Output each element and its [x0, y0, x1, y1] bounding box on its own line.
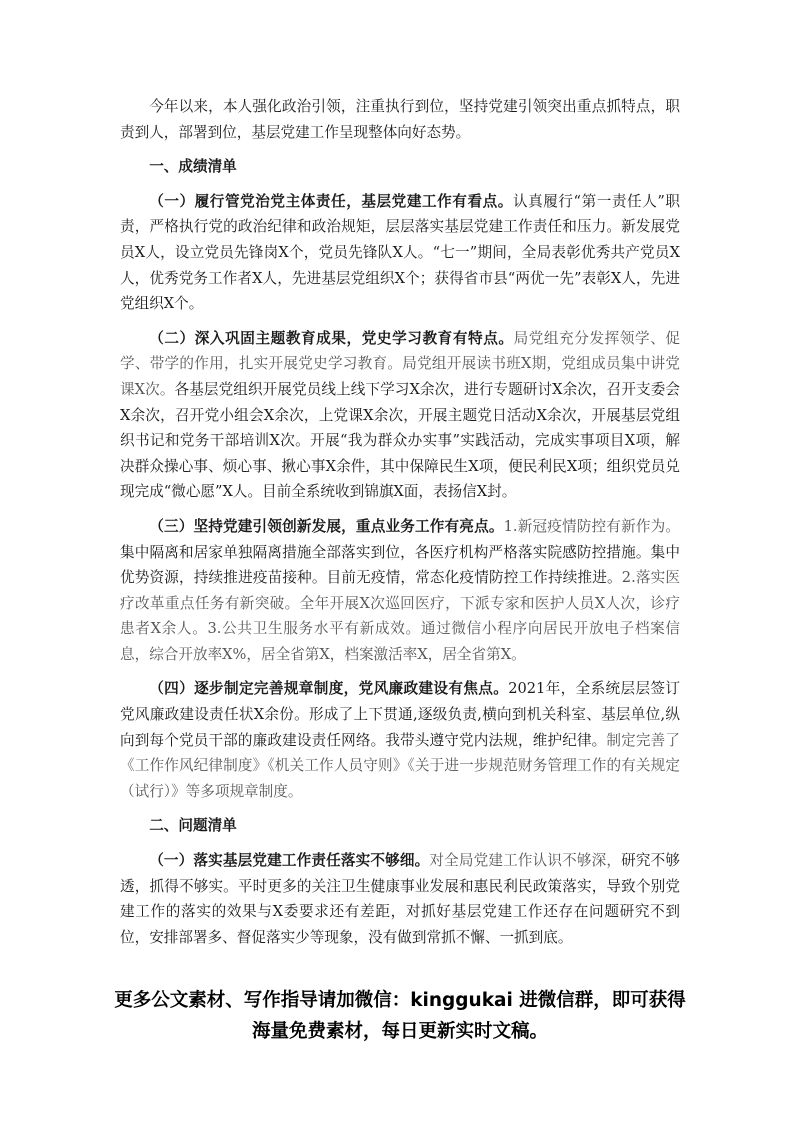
item-3-lead: （三）坚持党建引领创新发展，重点业务工作有亮点。 [149, 517, 504, 535]
section-heading-problems: 二、问题清单 [149, 817, 237, 835]
promo-line-2: 海量免费素材，每日更新实时文稿。 [251, 1021, 548, 1042]
paragraph-item-2 [120, 326, 680, 505]
item-5-body-grey: 对全局党建工作认识不够深， [429, 852, 622, 870]
item-1-body: 认真履行“第一责任人”职责，严格执行党的政治纪律和政治规矩，层层落实基层党建工作责任和压力。新发展党员X人，设立党员先锋岗X个，党员先锋队X人。“七一”期间，全局表彰优秀共产党员X人，优秀党务工作者X人，先进基层党组织X个；获得省市县“两优一先”表彰X人，先进党组织X个。 [120, 192, 680, 313]
item-4-body-grey: 制定完善了《工作作风纪律制度》《机关工作人员守则》《关于进一步规范财务管理工作的有关规定（试行）》等多项规章制度。 [120, 731, 680, 800]
promo-footer [110, 985, 690, 1047]
paragraph-item-3 [120, 514, 680, 668]
paragraph-item-4 [120, 676, 680, 804]
paragraph-item-1 [120, 189, 680, 317]
intro-paragraph: 今年以来，本人强化政治引领，注重执行到位，坚持党建引领突出重点抓特点，职责到人，部署到位，基层党建工作呈现整体向好态势。 [120, 98, 680, 141]
item-3-body-c: 2.落实医疗改革重点任务有新突破。全年开展X次巡回医疗，下派专家和医护人员X人次，诊疗患者X余人。3.公共卫生服务水平有新成效。通过微信小程序向居民开放电子档案信息，综合开放率X%，居全省第X，档案激活率X，居全省第X。 [120, 569, 680, 663]
item-3-body-a: 1.新冠疫情防控有新作为。 [503, 517, 680, 535]
promo-line-1: 更多公文素材、写作指导请加微信：kinggukai 进微信群，即可获得 [114, 990, 686, 1011]
item-5-body: 研究不够透，抓得不够实。平时更多的关注卫生健康事业发展和惠民利民政策落实，导致个别党建工作的落实的效果与X委要求还有差距，对抓好基层党建工作还存在问题研究不到位，安排部署多、督促落实少等现象，没有做到常抓不懈、一抓到底。 [120, 852, 680, 946]
item-5-lead: （一）落实基层党建工作责任落实不够细。 [149, 852, 430, 870]
item-2-body-grey: 局党组充分发挥领学、促学、带学的作用，扎实开展党史学习教育。局党组开展读书班X期，党组成员集中讲党课X次。 [120, 329, 680, 398]
section-heading-achievements: 一、成绩清单 [149, 158, 237, 176]
item-3-body-b: 集中隔离和居家单独隔离措施全部落实到位，各医疗机构严格落实院感防控措施。集中优势资源，持续推进疫苗接种。目前无疫情，常态化疫情防控工作持续推进。 [120, 543, 680, 587]
document-body [120, 94, 680, 959]
item-4-lead: （四）逐步制定完善规章制度，党风廉政建设有焦点。 [149, 680, 509, 698]
item-2-body: 各基层党组织开展党员线上线下学习X余次，进行专题研讨X余次，召开支委会X余次，召开党小组会X余次，上党课X余次，开展主题党日活动X余次，开展基层党组织书记和党务干部培训X次。开展“我为群众办实事”实践活动，完成实事项目X项，解决群众操心事、烦心事、揪心事X余件，其中保障民生X项，便民利民X项；组织党员兑现完成“微心愿”X人。目前全系统收到锦旗X面，表扬信X封。 [120, 380, 680, 501]
item-1-lead: （一）履行管党治党主体责任，基层党建工作有看点。 [149, 192, 513, 210]
item-4-body: 2021年，全系统层层签订党风廉政建设责任状X余份。形成了上下贯通,逐级负责,横向到机关科室、基层单位,纵向到每个党员干部的廉政建设责任网络。我带头遵守党内法规，维护纪律。 [120, 680, 680, 749]
item-2-lead: （二）深入巩固主题教育成果，党史学习教育有特点。 [149, 329, 514, 347]
paragraph-item-5 [120, 848, 680, 950]
